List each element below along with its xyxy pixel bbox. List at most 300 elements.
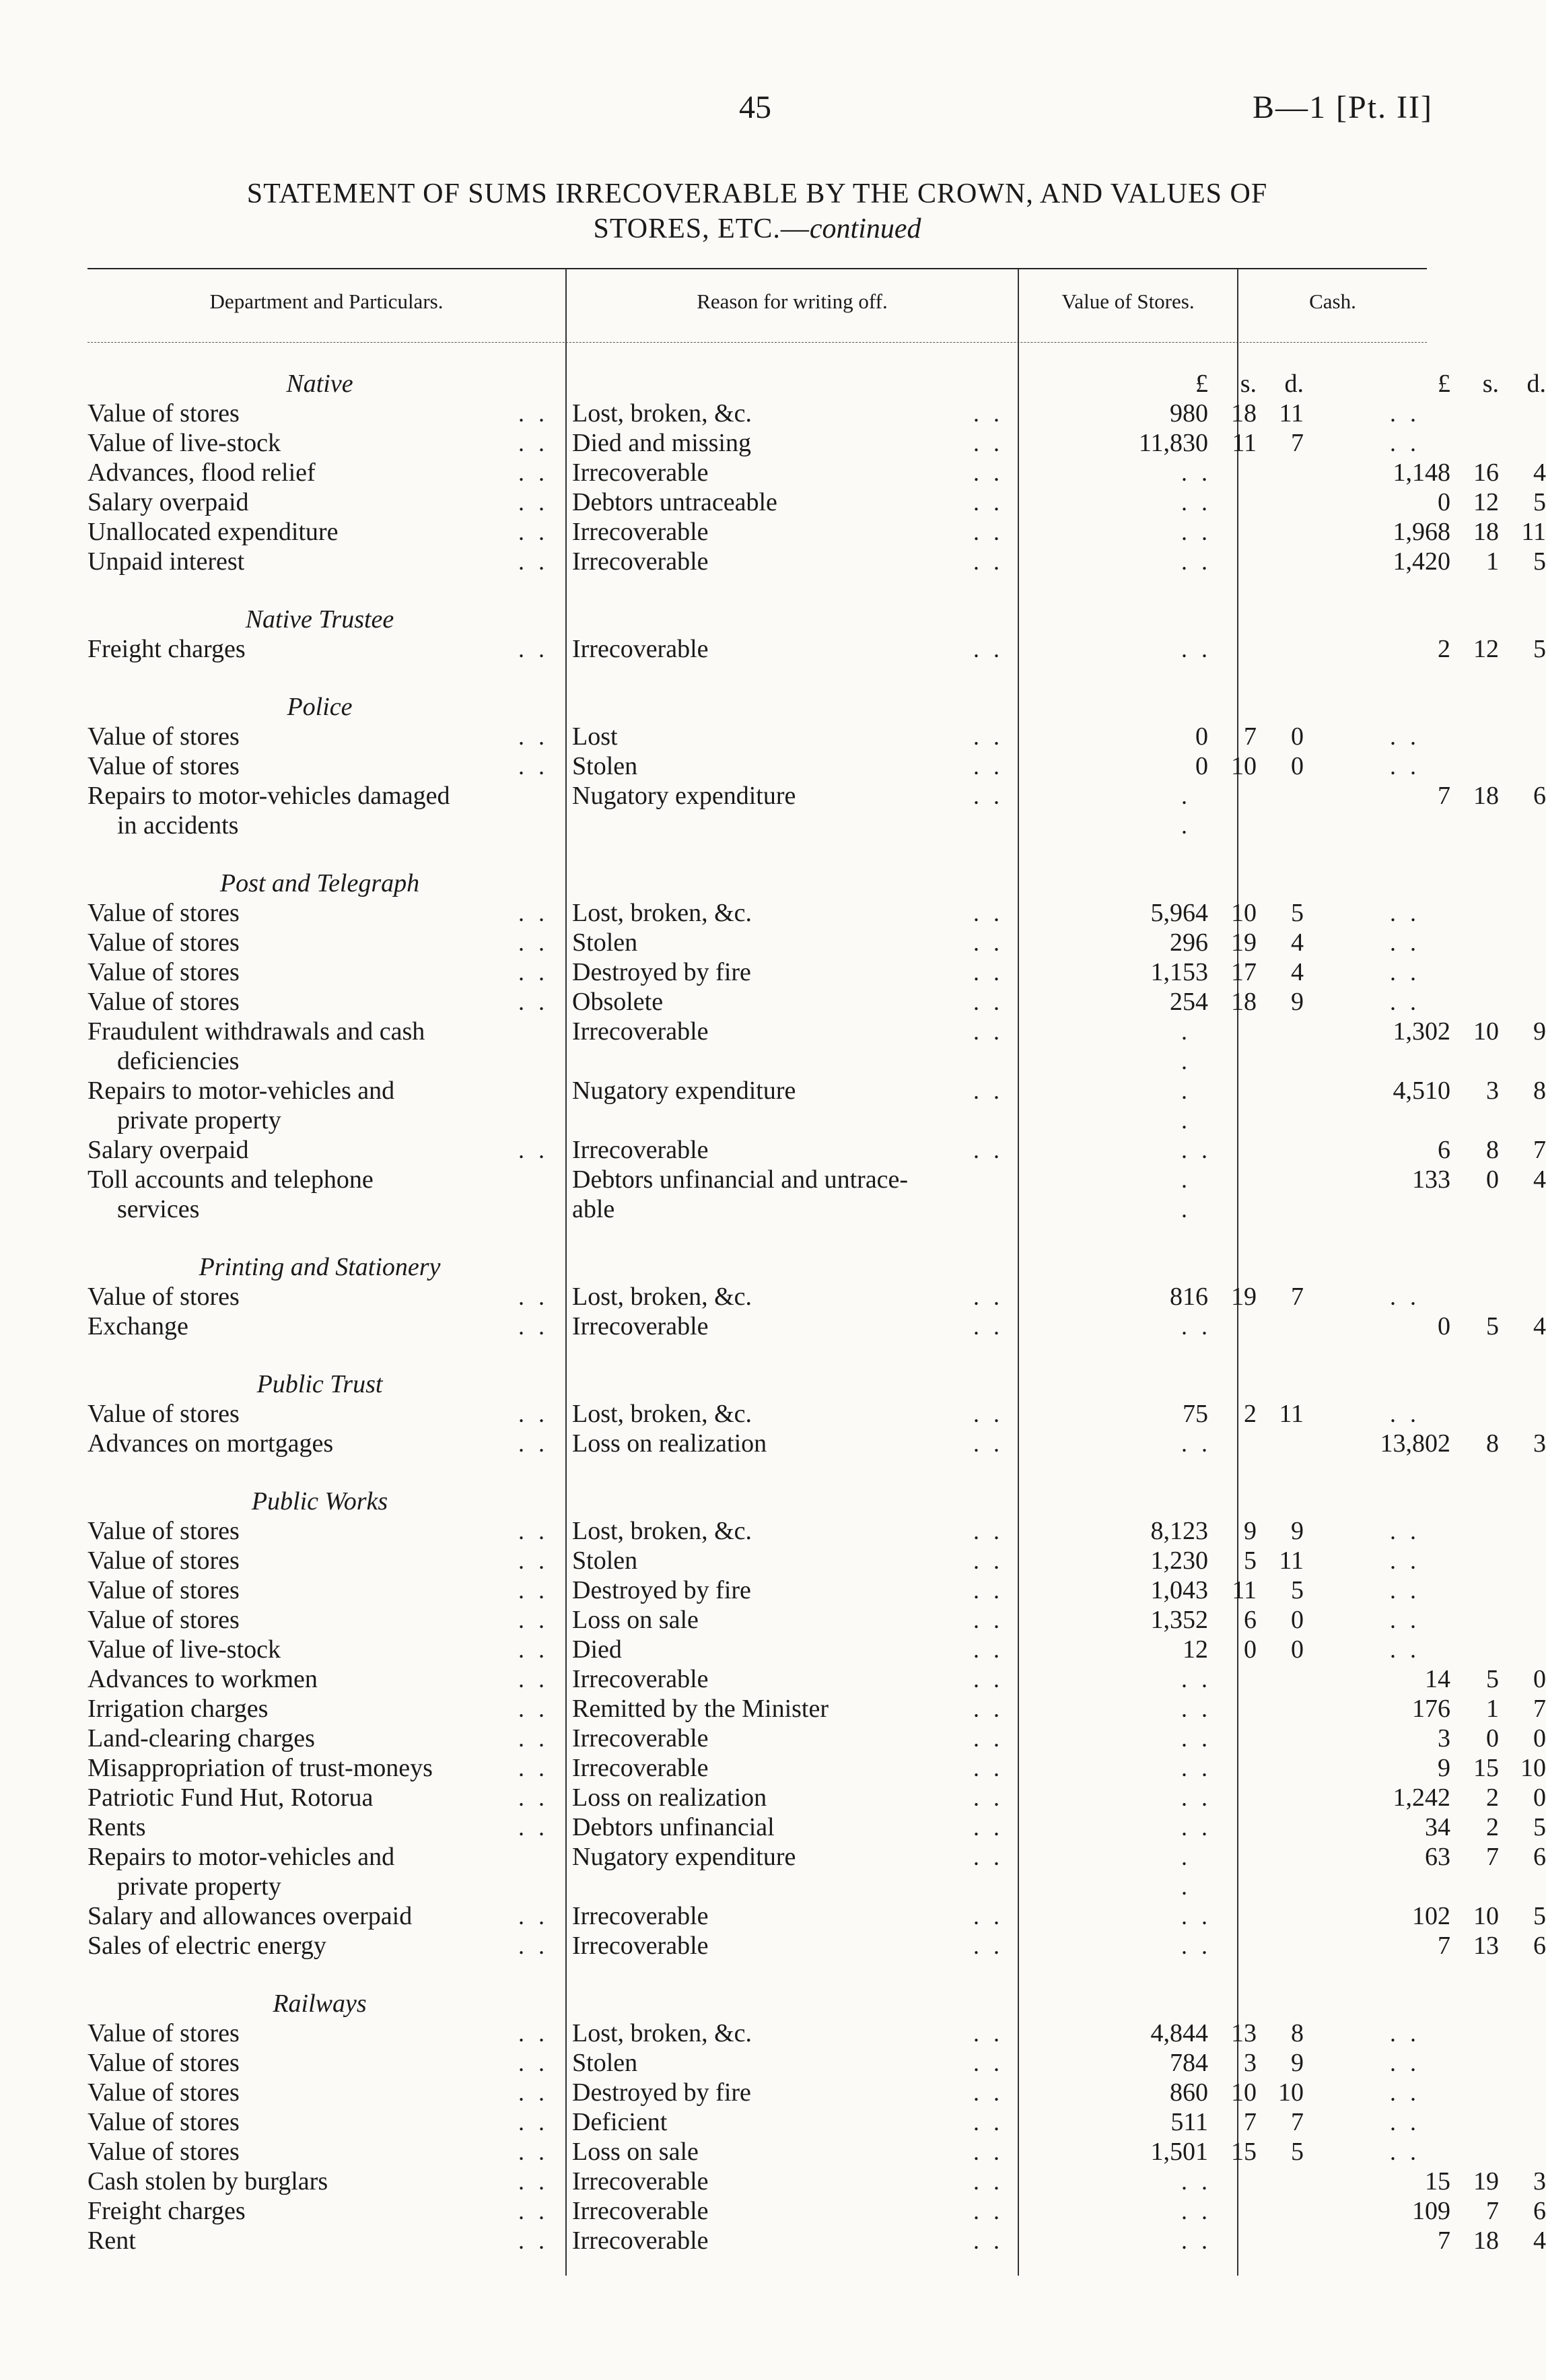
row-particulars xyxy=(87,781,552,840)
stores-pounds: 511 xyxy=(1170,2108,1208,2136)
stores-pounds: 1,043 xyxy=(1150,1576,1208,1604)
reason-text: Lost, broken, &c. xyxy=(572,399,752,428)
cash-pence: 5 xyxy=(1533,1902,1546,1930)
cash-shillings: 10 xyxy=(1473,1017,1499,1046)
table-row xyxy=(87,634,1546,664)
leader-dots: . . xyxy=(973,489,1004,516)
stores-unit-pence: d. xyxy=(1284,370,1304,398)
stores-unit-pound: £ xyxy=(1195,370,1208,398)
table-row xyxy=(87,957,1427,987)
stores-pounds: 11,830 xyxy=(1138,429,1208,457)
table-row xyxy=(87,1429,1546,1458)
leader-dots: . . xyxy=(518,959,549,986)
cash-shillings: 12 xyxy=(1473,488,1499,516)
stores-pence: 11 xyxy=(1279,399,1304,428)
row-particulars xyxy=(87,2196,552,2226)
reason-text: Nugatory expenditure xyxy=(572,782,796,810)
stores-pounds: 4,844 xyxy=(1150,2019,1208,2047)
row-particulars xyxy=(87,1076,552,1135)
stores-blank: . . xyxy=(1181,1784,1211,1811)
stores-blank: . . xyxy=(1181,1932,1211,1959)
particulars-text: Value of stores xyxy=(87,1606,240,1634)
reason-text: Nugatory expenditure xyxy=(572,1077,796,1105)
leader-dots: . . xyxy=(518,2138,549,2165)
row-reason xyxy=(572,928,1084,957)
stores-pounds: 1,501 xyxy=(1150,2138,1208,2166)
cash-shillings: 0 xyxy=(1486,1724,1499,1753)
stores-blank: . . xyxy=(1181,1166,1191,1223)
row-particulars xyxy=(87,1842,552,1901)
cash-pounds: 9 xyxy=(1438,1754,1450,1782)
stores-pounds: 980 xyxy=(1170,399,1208,428)
table-row xyxy=(87,1812,1546,1842)
stores-blank: . . xyxy=(1181,1843,1191,1900)
stores-shillings: 13 xyxy=(1231,2019,1257,2047)
row-particulars xyxy=(87,1812,552,1842)
reason-text: Lost, broken, &c. xyxy=(572,2019,752,2047)
particulars-text: Value of stores xyxy=(87,1546,240,1575)
cash-pence: 3 xyxy=(1533,1429,1546,1458)
cash-pounds: 0 xyxy=(1438,1312,1450,1340)
leader-dots: . . xyxy=(973,1843,1004,1870)
cash-shillings: 8 xyxy=(1486,1429,1499,1458)
table-row xyxy=(87,1516,1427,1546)
stores-pence: 5 xyxy=(1291,899,1304,927)
cash-blank: . . xyxy=(1390,1577,1420,1604)
leader-dots: . . xyxy=(973,1136,1004,1163)
leader-dots: . . xyxy=(973,548,1004,575)
stores-blank: . . xyxy=(1181,518,1211,545)
table-row xyxy=(87,1931,1546,1961)
leader-dots: . . xyxy=(518,1400,549,1427)
cash-pounds: 1,302 xyxy=(1393,1017,1450,1046)
reason-text: Irrecoverable xyxy=(572,2167,709,2196)
table-row xyxy=(87,2167,1546,2196)
row-particulars xyxy=(87,399,552,428)
column-header-stores: Value of Stores. xyxy=(1061,290,1195,313)
particulars-text: Salary overpaid xyxy=(87,488,249,516)
leader-dots: . . xyxy=(973,988,1004,1015)
leader-dots: . . xyxy=(973,1430,1004,1457)
table-row xyxy=(87,1017,1546,1076)
stores-blank: . . xyxy=(1181,1725,1211,1752)
row-reason xyxy=(572,2048,1084,2078)
stores-shillings: 10 xyxy=(1231,752,1257,780)
stores-shillings: 10 xyxy=(1231,899,1257,927)
leader-dots: . . xyxy=(518,929,549,956)
row-reason xyxy=(572,1017,1084,1046)
leader-dots: . . xyxy=(518,489,549,516)
leader-dots: . . xyxy=(973,1814,1004,1841)
cash-pounds: 1,148 xyxy=(1393,458,1450,487)
cash-pounds: 2 xyxy=(1438,635,1450,663)
leader-dots: . . xyxy=(518,1755,549,1781)
stores-pence: 4 xyxy=(1291,958,1304,986)
row-particulars xyxy=(87,1664,552,1694)
leader-dots: . . xyxy=(518,1518,549,1544)
row-particulars xyxy=(87,1399,552,1429)
table-row xyxy=(87,751,1427,781)
table-row xyxy=(87,1901,1546,1931)
row-particulars xyxy=(87,1135,552,1165)
leader-dots: . . xyxy=(518,1577,549,1604)
title-line-1: STATEMENT OF SUMS IRRECOVERABLE BY THE CROWN, AND VALUES OF xyxy=(246,178,1268,209)
stores-pounds: 8,123 xyxy=(1150,1517,1208,1545)
row-reason xyxy=(572,1931,1084,1961)
cash-blank: . . xyxy=(1390,2049,1420,2076)
leader-dots: . . xyxy=(973,899,1004,926)
stores-pence: 8 xyxy=(1291,2019,1304,2047)
cash-pence: 6 xyxy=(1533,1932,1546,1960)
particulars-text: Value of stores xyxy=(87,988,240,1016)
particulars-text: Value of live-stock xyxy=(87,1635,281,1664)
table-row xyxy=(87,1635,1427,1664)
row-reason xyxy=(572,2137,1084,2167)
cash-unit-pound: £ xyxy=(1438,370,1450,398)
row-particulars xyxy=(87,1724,552,1753)
table-row xyxy=(87,1842,1546,1901)
cash-shillings: 18 xyxy=(1473,518,1499,546)
particulars-text: Value of stores xyxy=(87,2078,240,2107)
cash-pence: 0 xyxy=(1533,1783,1546,1812)
leader-dots: . . xyxy=(973,518,1004,545)
row-particulars xyxy=(87,634,552,664)
leader-dots: . . xyxy=(973,2198,1004,2224)
table-row xyxy=(87,2048,1427,2078)
stores-blank: . . xyxy=(1181,1430,1211,1457)
row-particulars xyxy=(87,1516,552,1546)
row-reason xyxy=(572,2196,1084,2226)
table-row xyxy=(87,1575,1427,1605)
row-reason xyxy=(572,2018,1084,2048)
reason-text: Obsolete xyxy=(572,988,664,1016)
table-row xyxy=(87,2078,1427,2107)
reason-text: Stolen xyxy=(572,2049,638,2077)
leader-dots: . . xyxy=(973,1666,1004,1693)
cash-shillings: 13 xyxy=(1473,1932,1499,1960)
table-row xyxy=(87,1605,1427,1635)
table-row xyxy=(87,399,1427,428)
leader-dots: . . xyxy=(518,2020,549,2047)
department-name: Police xyxy=(287,693,353,721)
cash-pence: 6 xyxy=(1533,2197,1546,2225)
particulars-text: Value of stores xyxy=(87,752,240,780)
leader-dots: . . xyxy=(518,1283,549,1310)
row-reason xyxy=(572,898,1084,928)
cash-shillings: 15 xyxy=(1473,1754,1499,1782)
leader-dots: . . xyxy=(973,2109,1004,2136)
header-bottom-rule xyxy=(87,342,1427,343)
reason-text: Destroyed by fire xyxy=(572,2078,751,2107)
cash-pounds: 3 xyxy=(1438,1724,1450,1753)
reason-text: Nugatory expenditure xyxy=(572,1843,796,1871)
reason-text: Irrecoverable xyxy=(572,635,709,663)
leader-dots: . . xyxy=(973,723,1004,750)
particulars-text: Rents xyxy=(87,1813,146,1841)
department-heading-row xyxy=(87,369,1546,399)
stores-pence: 7 xyxy=(1291,2108,1304,2136)
stores-shillings: 10 xyxy=(1231,2078,1257,2107)
reason-text: Destroyed by fire xyxy=(572,958,751,986)
stores-pounds: 1,153 xyxy=(1150,958,1208,986)
table-row xyxy=(87,1135,1546,1165)
stores-blank: . . xyxy=(1181,459,1211,486)
particulars-continued: private property xyxy=(117,1106,281,1134)
particulars-continued: deficiencies xyxy=(117,1047,240,1075)
row-particulars xyxy=(87,1575,552,1605)
reason-text: Debtors unfinancial xyxy=(572,1813,775,1841)
table-row xyxy=(87,1664,1546,1694)
leader-dots: . . xyxy=(518,723,549,750)
row-particulars xyxy=(87,2226,552,2255)
leader-dots: . . xyxy=(518,1136,549,1163)
row-particulars xyxy=(87,751,552,781)
department-heading-row xyxy=(87,869,1427,898)
cash-shillings: 1 xyxy=(1486,1695,1499,1723)
particulars-text: Value of stores xyxy=(87,722,240,751)
leader-dots: . . xyxy=(973,1518,1004,1544)
leader-dots: . . xyxy=(518,518,549,545)
leader-dots: . . xyxy=(973,430,1004,456)
cash-pence: 3 xyxy=(1533,2167,1546,2196)
department-heading-row xyxy=(87,692,1427,722)
row-reason xyxy=(572,517,1084,547)
particulars-text: Land-clearing charges xyxy=(87,1724,315,1753)
cash-pence: 5 xyxy=(1533,1813,1546,1841)
stores-blank: . . xyxy=(1181,1018,1191,1075)
table-row xyxy=(87,547,1546,576)
particulars-text: Sales of electric energy xyxy=(87,1932,326,1960)
leader-dots: . . xyxy=(518,1666,549,1693)
cash-pence: 4 xyxy=(1533,1312,1546,1340)
cash-pounds: 109 xyxy=(1412,2197,1450,2225)
particulars-text: Cash stolen by burglars xyxy=(87,2167,328,2196)
particulars-text: Value of stores xyxy=(87,899,240,927)
stores-blank: . . xyxy=(1181,2168,1211,2195)
particulars-text: Repairs to motor-vehicles and xyxy=(87,1077,395,1105)
cash-pounds: 1,968 xyxy=(1393,518,1450,546)
reason-text: Debtors untraceable xyxy=(572,488,777,516)
particulars-text: Irrigation charges xyxy=(87,1695,269,1723)
reason-text: Irrecoverable xyxy=(572,2197,709,2225)
row-reason xyxy=(572,1812,1084,1842)
stores-pence: 5 xyxy=(1291,2138,1304,2166)
stores-pounds: 12 xyxy=(1183,1635,1208,1664)
row-particulars xyxy=(87,722,552,751)
cash-pounds: 13,802 xyxy=(1380,1429,1450,1458)
stores-shillings: 7 xyxy=(1244,2108,1257,2136)
leader-dots: . . xyxy=(518,1547,549,1574)
cash-blank: . . xyxy=(1390,899,1420,926)
stores-pence: 9 xyxy=(1291,1517,1304,1545)
leader-dots: . . xyxy=(518,1814,549,1841)
table-row xyxy=(87,1724,1546,1753)
cash-pence: 5 xyxy=(1533,635,1546,663)
leader-dots: . . xyxy=(973,2168,1004,2195)
row-reason xyxy=(572,1399,1084,1429)
row-particulars xyxy=(87,928,552,957)
leader-dots: . . xyxy=(973,2138,1004,2165)
stores-pounds: 784 xyxy=(1170,2049,1208,2077)
stores-pence: 11 xyxy=(1279,1546,1304,1575)
leader-dots: . . xyxy=(973,753,1004,780)
cash-pence: 0 xyxy=(1533,1665,1546,1693)
row-particulars xyxy=(87,1783,552,1812)
department-heading-row xyxy=(87,1487,1427,1516)
cash-shillings: 12 xyxy=(1473,635,1499,663)
reason-text: Lost, broken, &c. xyxy=(572,1283,752,1311)
cash-blank: . . xyxy=(1390,1636,1420,1663)
table-row xyxy=(87,2226,1546,2255)
cash-pounds: 7 xyxy=(1438,782,1450,810)
cash-pence: 4 xyxy=(1533,2226,1546,2255)
reason-text: Loss on sale xyxy=(572,1606,699,1634)
cash-shillings: 0 xyxy=(1486,1165,1499,1194)
table-top-rule xyxy=(87,268,1427,269)
leader-dots: . . xyxy=(973,959,1004,986)
leader-dots: . . xyxy=(518,430,549,456)
stores-pence: 5 xyxy=(1291,1576,1304,1604)
department-name: Post and Telegraph xyxy=(219,869,420,897)
stores-shillings: 19 xyxy=(1231,928,1257,957)
stores-shillings: 17 xyxy=(1231,958,1257,986)
leader-dots: . . xyxy=(973,1784,1004,1811)
leader-dots: . . xyxy=(518,2079,549,2106)
row-reason xyxy=(572,1605,1084,1635)
stores-pounds: 1,352 xyxy=(1150,1606,1208,1634)
reason-text: Irrecoverable xyxy=(572,1902,709,1930)
leader-dots: . . xyxy=(973,1400,1004,1427)
row-reason xyxy=(572,458,1084,487)
stores-pounds: 0 xyxy=(1195,722,1208,751)
stores-blank: . . xyxy=(1181,1903,1211,1930)
leader-dots: . . xyxy=(973,1077,1004,1104)
particulars-text: Value of stores xyxy=(87,1400,240,1428)
stores-pounds: 0 xyxy=(1195,752,1208,780)
cash-pounds: 7 xyxy=(1438,1932,1450,1960)
section-spacer xyxy=(87,1458,1427,1487)
particulars-text: Misappropriation of trust-moneys xyxy=(87,1754,433,1782)
table-row xyxy=(87,1076,1546,1135)
leader-dots: . . xyxy=(973,400,1004,427)
cash-shillings: 8 xyxy=(1486,1136,1499,1164)
stores-blank: . . xyxy=(1181,1814,1211,1841)
table-row xyxy=(87,1312,1546,1341)
cash-blank: . . xyxy=(1390,2020,1420,2047)
cash-pounds: 0 xyxy=(1438,488,1450,516)
stores-pounds: 5,964 xyxy=(1150,899,1208,927)
particulars-text: Repairs to motor-vehicles and xyxy=(87,1843,395,1871)
reason-text: Lost xyxy=(572,722,618,751)
leader-dots: . . xyxy=(973,1577,1004,1604)
row-reason xyxy=(572,1165,1084,1224)
row-particulars xyxy=(87,2048,552,2078)
leader-dots: . . xyxy=(973,636,1004,662)
reason-text: Irrecoverable xyxy=(572,458,709,487)
stores-unit-shilling: s. xyxy=(1240,370,1257,398)
reason-text: Irrecoverable xyxy=(572,1724,709,1753)
leader-dots: . . xyxy=(518,1695,549,1722)
leader-dots: . . xyxy=(518,636,549,662)
row-particulars xyxy=(87,2018,552,2048)
table-row xyxy=(87,428,1427,458)
particulars-text: Exchange xyxy=(87,1312,188,1340)
stores-shillings: 18 xyxy=(1231,988,1257,1016)
row-reason xyxy=(572,1312,1084,1341)
cash-blank: . . xyxy=(1390,929,1420,956)
department-heading-row xyxy=(87,1989,1427,2018)
cash-blank: . . xyxy=(1390,1283,1420,1310)
leader-dots: . . xyxy=(973,1547,1004,1574)
row-reason xyxy=(572,2107,1084,2137)
department-name: Public Trust xyxy=(256,1370,383,1398)
cash-pounds: 102 xyxy=(1412,1902,1450,1930)
stores-blank: . . xyxy=(1181,1666,1211,1693)
row-reason xyxy=(572,547,1084,576)
table-row xyxy=(87,2137,1427,2167)
cash-pounds: 4,510 xyxy=(1393,1077,1450,1105)
row-particulars xyxy=(87,1635,552,1664)
cash-pounds: 1,242 xyxy=(1393,1783,1450,1812)
table-row xyxy=(87,1165,1546,1224)
column-header-department: Department and Particulars. xyxy=(209,290,444,313)
leader-dots: . . xyxy=(973,782,1004,809)
cash-pounds: 15 xyxy=(1425,2167,1450,2196)
row-particulars xyxy=(87,2167,552,2196)
leader-dots: . . xyxy=(518,1903,549,1930)
department-heading-row xyxy=(87,605,1427,634)
row-particulars xyxy=(87,547,552,576)
table-row xyxy=(87,1753,1546,1783)
reason-text: Remitted by the Minister xyxy=(572,1695,829,1723)
stores-pence: 0 xyxy=(1291,1606,1304,1634)
reason-text: Irrecoverable xyxy=(572,2226,709,2255)
particulars-text: Unpaid interest xyxy=(87,547,245,576)
table-row xyxy=(87,1694,1546,1724)
leader-dots: . . xyxy=(518,459,549,486)
row-particulars xyxy=(87,517,552,547)
row-reason xyxy=(572,1664,1084,1694)
cash-blank: . . xyxy=(1390,959,1420,986)
stores-pence: 4 xyxy=(1291,928,1304,957)
stores-pence: 7 xyxy=(1291,1283,1304,1311)
cash-pence: 4 xyxy=(1533,458,1546,487)
cash-blank: . . xyxy=(1390,988,1420,1015)
particulars-text: Fraudulent withdrawals and cash xyxy=(87,1017,425,1046)
row-particulars xyxy=(87,2137,552,2167)
stores-shillings: 19 xyxy=(1231,1283,1257,1311)
stores-pence: 11 xyxy=(1279,1400,1304,1428)
reason-text: Lost, broken, &c. xyxy=(572,1517,752,1545)
stores-blank: . . xyxy=(1181,548,1211,575)
cash-shillings: 18 xyxy=(1473,2226,1499,2255)
row-reason xyxy=(572,781,1084,811)
row-reason xyxy=(572,1694,1084,1724)
leader-dots: . . xyxy=(518,548,549,575)
particulars-text: Advances on mortgages xyxy=(87,1429,334,1458)
leader-dots: . . xyxy=(973,1932,1004,1959)
document-reference: B—1 [Pt. II] xyxy=(1253,90,1433,125)
reason-text: Destroyed by fire xyxy=(572,1576,751,1604)
cash-pence: 9 xyxy=(1533,1017,1546,1046)
cash-pence: 5 xyxy=(1533,488,1546,516)
row-reason xyxy=(572,987,1084,1017)
leader-dots: . . xyxy=(973,2020,1004,2047)
table-row xyxy=(87,487,1546,517)
page-title xyxy=(87,176,1427,246)
cash-shillings: 1 xyxy=(1486,547,1499,576)
statement-table xyxy=(87,369,1546,2255)
